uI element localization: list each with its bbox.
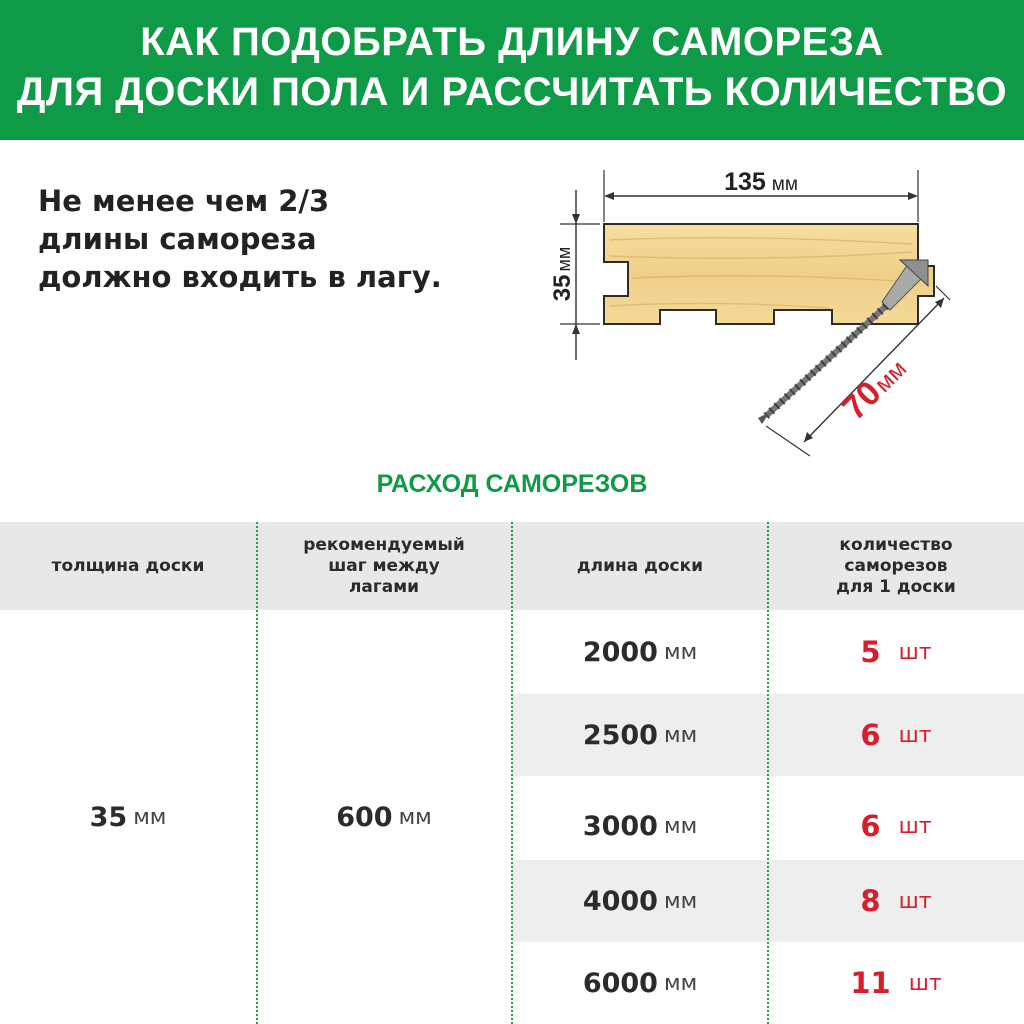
header-title-line-2: ДЛЯ ДОСКИ ПОЛА И РАССЧИТАТЬ КОЛИЧЕСТВО — [16, 70, 1008, 114]
table-row — [768, 860, 1024, 942]
table-row — [768, 942, 1024, 1024]
length-value: 2000 — [582, 636, 658, 668]
screw-ext-top — [936, 286, 950, 300]
header-thickness — [0, 522, 256, 610]
step-cell — [256, 610, 512, 1024]
arrow-down-icon — [572, 214, 580, 224]
table-row — [512, 942, 768, 1024]
screw-ext-bottom — [766, 426, 810, 456]
installation-note — [38, 182, 498, 296]
table-row — [512, 610, 768, 694]
arrow-right-icon — [908, 192, 918, 200]
header-title-line-1: КАК ПОДОБРАТЬ ДЛИНУ САМОРЕЗА — [140, 20, 884, 64]
length-unit: мм — [663, 888, 698, 914]
count-value: 6 — [860, 718, 881, 752]
length-unit: мм — [663, 813, 698, 839]
header-banner — [0, 0, 1024, 140]
header-length-line: длина доски — [576, 555, 704, 576]
length-value: 6000 — [582, 967, 658, 999]
header-count-line-1: количество — [839, 534, 953, 555]
header-count — [768, 522, 1024, 610]
note-line-1: Не менее чем 2/3 — [38, 184, 330, 218]
count-value: 11 — [850, 966, 891, 1000]
count-unit: шт — [898, 888, 932, 914]
length-value: 4000 — [582, 885, 658, 917]
header-step — [256, 522, 512, 610]
table-title: РАСХОД САМОРЕЗОВ — [376, 470, 648, 498]
table-row — [768, 610, 1024, 694]
length-unit: мм — [663, 970, 698, 996]
note-line-3: должно входить в лагу. — [38, 260, 442, 294]
length-value: 2500 — [582, 719, 658, 751]
length-unit: мм — [663, 722, 698, 748]
thickness-value: 35 — [89, 801, 128, 833]
step-unit: мм — [398, 804, 432, 830]
board-diagram-svg — [540, 160, 1024, 470]
width-label: 135 мм — [724, 168, 798, 196]
screw-length-label: 70мм — [835, 355, 912, 428]
step-value: 600 — [336, 801, 393, 833]
arrow-up-icon — [572, 324, 580, 334]
note-line-2: длины самореза — [38, 222, 317, 256]
count-unit: шт — [898, 813, 932, 839]
arrow-left-icon — [604, 192, 614, 200]
board-screw-diagram — [540, 160, 1024, 470]
header-count-line-3: для 1 доски — [836, 576, 956, 597]
header-count-line-2: саморезов — [844, 555, 948, 576]
thickness-unit: мм — [133, 804, 167, 830]
count-unit: шт — [898, 639, 932, 665]
header-thickness-line: толщина доски — [51, 555, 205, 576]
header-step-line-2: шаг между — [328, 555, 440, 576]
count-value: 5 — [860, 635, 881, 669]
thickness-cell — [0, 610, 256, 1024]
count-value: 8 — [860, 884, 881, 918]
table-row — [768, 694, 1024, 776]
length-unit: мм — [663, 639, 698, 665]
length-value: 3000 — [582, 810, 658, 842]
count-unit: шт — [898, 722, 932, 748]
header-step-line-1: рекомендуемый — [303, 534, 465, 555]
header-step-line-3: лагами — [348, 576, 420, 597]
thickness-label: 35мм — [549, 246, 576, 302]
count-unit: шт — [908, 970, 942, 996]
table-row — [512, 694, 768, 776]
header-length — [512, 522, 768, 610]
table-row — [512, 860, 768, 942]
count-value: 6 — [860, 809, 881, 843]
